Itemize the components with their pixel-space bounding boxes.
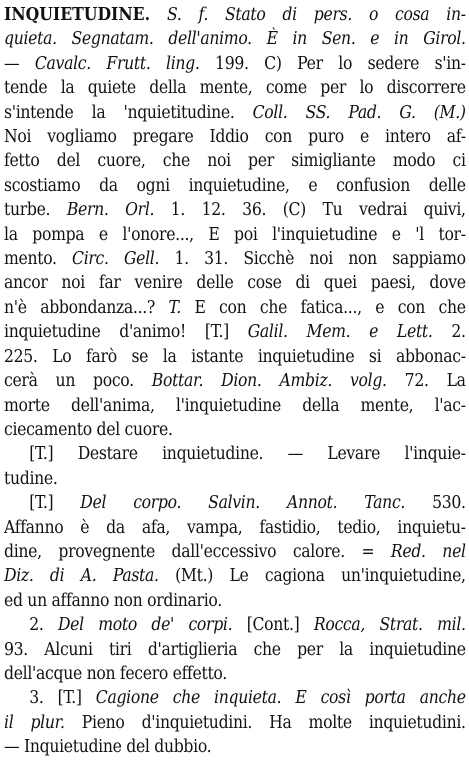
text-run: 199. <box>199 53 265 74</box>
text-run: fetto del cuore, che noi per simigliante modo ci <box>4 151 466 172</box>
text-line <box>4 735 466 759</box>
text-run: 3. [T.] <box>29 688 96 709</box>
sense-destare <box>4 442 466 491</box>
text-line <box>4 516 466 540</box>
italic-run: Cagione che inquieta. E così porta anche <box>95 688 466 709</box>
italic-run: Diz. di A. Pasta. <box>4 566 159 587</box>
text-run: Noi vogliamo pregare Iddio con puro e intero af- <box>4 127 466 148</box>
text-run: (Mt.) Le cagiona un'inquietudine, <box>158 566 466 587</box>
dictionary-page <box>4 3 466 760</box>
text-run: tende la quiete della mente, come per lo discorrere <box>4 78 466 99</box>
text-line <box>4 467 466 491</box>
text-line <box>4 3 466 27</box>
italic-run: Bern. Orl. <box>66 200 155 221</box>
italic-run: Circ. Gell. <box>72 249 160 270</box>
text-run: 530. <box>405 493 466 514</box>
text-line <box>4 247 466 271</box>
text-run: dell'acque non fecero effetto. <box>4 663 227 684</box>
text-run: E con che fatica..., e con che <box>180 297 466 318</box>
text-line <box>4 564 466 588</box>
text-run: 1. 31. Sicchè noi non sappiamo <box>159 249 466 270</box>
text-line <box>4 271 466 295</box>
text-line <box>4 76 466 100</box>
text-run: 2. <box>29 615 58 636</box>
italic-run: Cavalc. Frutt. ling. <box>34 53 200 74</box>
sense-2-moto-corpi <box>4 613 466 686</box>
text-line <box>4 589 466 613</box>
text-line <box>4 418 466 442</box>
text-line <box>4 27 466 51</box>
text-run: mento. <box>4 249 73 270</box>
italic-run: il plur. <box>4 712 65 733</box>
italic-run: Del moto de' corpi. <box>57 615 233 636</box>
text-run: morte dell'anima, l'inquietudine della mente, l'ac- <box>4 395 466 416</box>
sense-corpo <box>4 491 466 613</box>
text-line <box>4 149 466 173</box>
italic-run: T. <box>168 297 181 318</box>
text-run: ed un affanno non ordinario. <box>4 590 222 611</box>
italic-run: S. f. Stato di pers. o cosa in- <box>166 5 466 25</box>
text-run: Pieno d'inquietudini. Ha molte inquietudini. <box>64 712 466 733</box>
text-line <box>4 296 466 320</box>
italic-run: Bottar. Dion. Ambiz. volg. <box>151 371 387 392</box>
headword: INQUIETUDINE. <box>4 5 151 25</box>
text-run: n'è abbondanza...? <box>4 297 169 318</box>
text-run: C) Per lo sedere s'in- <box>264 53 466 74</box>
text-line <box>4 394 466 418</box>
text-line <box>4 613 466 637</box>
text-run: 93. Alcuni tiri d'artiglieria che per la inquietudine <box>4 639 466 660</box>
text-run: tudine. <box>4 468 58 489</box>
text-run: cerà un poco. <box>4 371 152 392</box>
text-run: la pompa e l'onore..., E poi l'inquietudine e 'l tor- <box>4 224 466 245</box>
text-run: turbe. <box>4 200 67 221</box>
text-run: — Inquietudine del dubbio. <box>4 737 212 758</box>
text-run: dine, provegnente dall'eccessivo calore. = <box>4 541 391 562</box>
text-run: ciecamento del cuore. <box>4 419 173 440</box>
sense-3-cagione <box>4 686 466 759</box>
text-line <box>4 442 466 466</box>
text-run: ancor noi far venire delle cose di quei paesi, dove <box>4 273 466 294</box>
text-run: 2. <box>432 322 466 343</box>
text-line <box>4 174 466 198</box>
text-line <box>4 491 466 515</box>
text-line <box>4 540 466 564</box>
text-line <box>4 125 466 149</box>
text-line <box>4 345 466 369</box>
italic-run: Coll. SS. Pad. G. (M.) <box>252 102 466 123</box>
text-line <box>4 223 466 247</box>
italic-run: Galil. Mem. e Lett. <box>247 322 433 343</box>
text-run: inquietudine d'animo! [T.] <box>4 322 248 343</box>
text-run: scostiamo da ogni inquietudine, e confusion delle <box>4 175 466 196</box>
text-run: — <box>4 53 35 74</box>
text-line <box>4 198 466 222</box>
text-run: [T.] <box>29 493 81 514</box>
italic-run: Red. nel <box>390 541 466 562</box>
entry-main <box>4 3 466 442</box>
italic-run: Rocca, Strat. mil. <box>313 615 466 636</box>
text-run: 1. 12. 36. (C) Tu vedrai quivi, <box>154 200 466 221</box>
text-run: 72. La <box>386 371 466 392</box>
text-line <box>4 101 466 125</box>
text-line <box>4 686 466 710</box>
text-run: [Cont.] <box>232 615 314 636</box>
text-line <box>4 711 466 735</box>
text-line <box>4 662 466 686</box>
text-line <box>4 52 466 76</box>
text-run: s'intende la 'nquietitudine. <box>4 102 253 123</box>
text-line <box>4 638 466 662</box>
text-run: [T.] Destare inquietudine. — Levare l'inquie- <box>29 444 466 465</box>
text-run: Affanno è da afa, vampa, fastidio, tedio, inquietu- <box>4 517 466 538</box>
italic-run: Del corpo. Salvin. Annot. Tanc. <box>80 493 406 514</box>
text-run: 225. Lo farò se la istante inquietudine si abbonac- <box>4 346 466 367</box>
italic-run: quieta. Segnatam. dell'animo. È in Sen. e in Girol. <box>4 29 466 50</box>
text-line <box>4 369 466 393</box>
text-line <box>4 320 466 344</box>
